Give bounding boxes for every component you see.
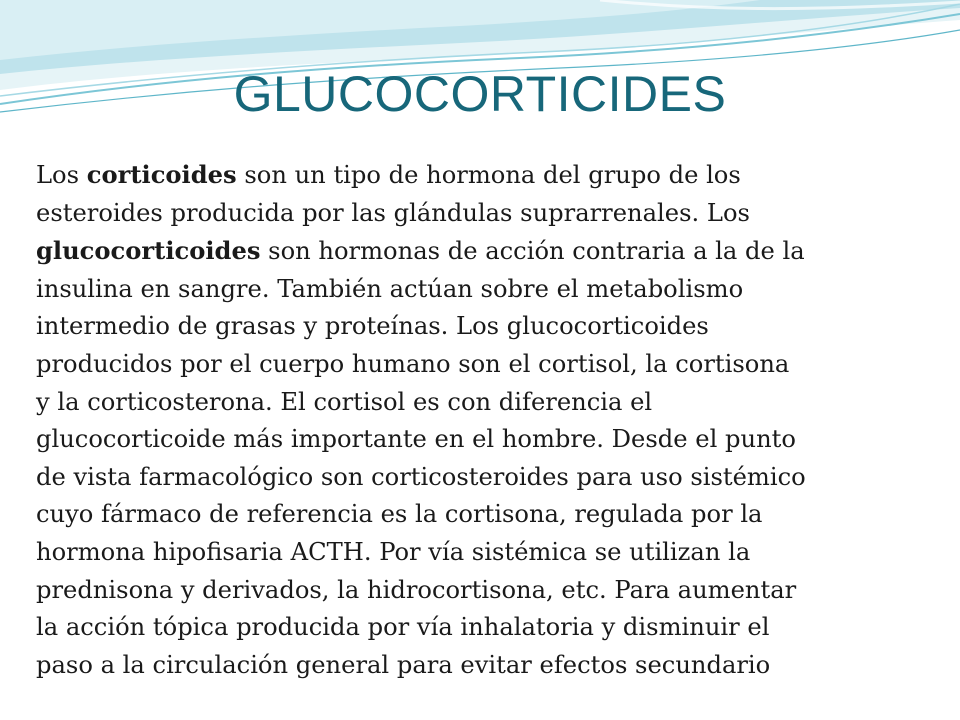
text-line-12: prednisona y derivados, la hidrocortisona, etc. Para aumentar: [36, 575, 797, 604]
bold-term-glucocorticoides: glucocorticoides: [36, 236, 261, 266]
text-line-2: esteroides producida por las glándulas suprarrenales. Los: [36, 198, 750, 227]
body-paragraph: [36, 156, 896, 684]
text-line-11: hormona hipofisaria ACTH. Por vía sistémica se utilizan la: [36, 537, 751, 566]
slide-title: GLUCOCORTICIDES: [233, 66, 727, 122]
text-line-5: intermedio de grasas y proteínas. Los glucocorticoides: [36, 312, 709, 341]
text-line-4: insulina en sangre. También actúan sobre el metabolismo: [36, 274, 744, 303]
text-line-3: [36, 232, 896, 271]
text-line-7: y la corticosterona. El cortisol es con diferencia el: [36, 387, 653, 416]
text-line-14: paso a la circulación general para evitar efectos secundario: [36, 650, 771, 679]
text-line-9: de vista farmacológico son corticosteroides para uso sistémico: [36, 462, 806, 491]
text-segment: son un tipo de hormona del grupo de los: [236, 161, 741, 189]
text-line-13: la acción tópica producida por vía inhalatoria y disminuir el: [36, 613, 770, 642]
text-line-6: producidos por el cuerpo humano son el cortisol, la cortisona: [36, 349, 790, 378]
bold-term-corticoides: corticoides: [86, 160, 237, 189]
text-line-1: [36, 156, 896, 195]
text-line-8: glucocorticoide más importante en el hombre. Desde el punto: [36, 425, 796, 454]
text-line-10: cuyo fármaco de referencia es la cortisona, regulada por la: [36, 500, 763, 529]
text-segment: Los: [36, 161, 87, 189]
text-segment: son hormonas de acción contraria a la de la: [260, 237, 805, 266]
